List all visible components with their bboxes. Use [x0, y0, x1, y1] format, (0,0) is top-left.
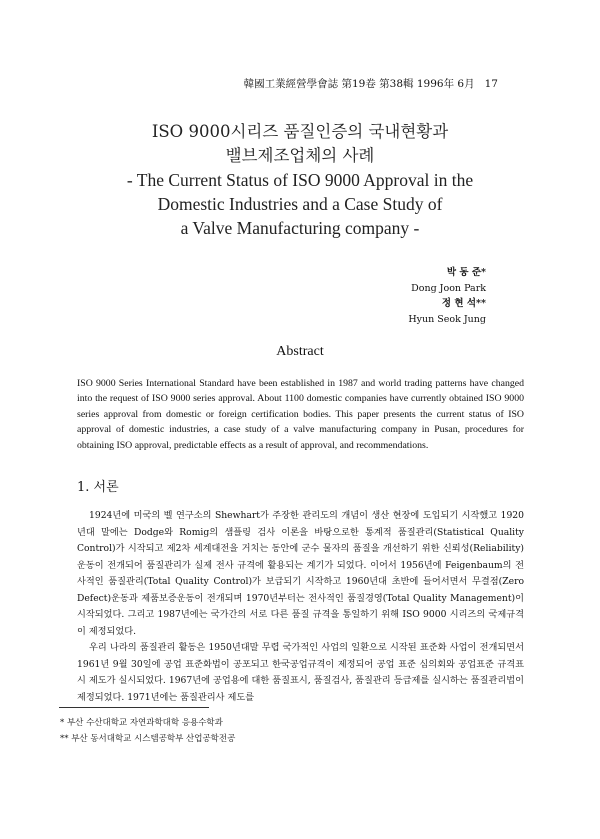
author-1-korean: 박 동 준*: [446, 267, 486, 278]
abstract-heading: Abstract: [276, 344, 324, 359]
body-paragraph-1: 1924년에 미국의 벨 연구소의 Shewhart가 주장한 관리도의 개념이 생산 현장에 도입되기 시작했고 1920년대 말에는 Dodge와 Romig의 샘플링 검사 이론을 바탕으로한 통계적 품질관리(Statistical Quality Control)가 시작되고 제2차 세계대전을 거치는 동안에 군수 물자의 품질을 개선하기 위한 신뢰성(Reliability)운동이 전개되어 품질관리가 실제 전사 규격에 활용되는 계기가 되었다. 이어서 1956년에 Feigenbaum의 전사적인 품질관리(Total Quality Control)가 보급되기 시작하고 1960년대 초반에 들어서면서 무결점(Zero Defect)운동과 제품보증운동이 전개되며 1970년부터는 전사적인 품질경영(Total Quality Management)이 시작되었다. 그리고 1987년에는 국가간의 서로 다른 품질 규격을 통일하기 위해 ISO 9000 시리즈의 국제규격이 제정되었다.: [77, 510, 524, 637]
author-block: [408, 265, 486, 327]
author-1-english: Dong Joon Park: [411, 282, 486, 294]
footnote-divider: [59, 707, 209, 708]
author-2-korean: 정 현 석**: [441, 298, 486, 309]
running-header: [244, 76, 498, 91]
footnote-1: * 부산 수산대학교 자연과학대학 응용수학과: [60, 718, 223, 728]
korean-title-line-1: ISO 9000시리즈 품질인증의 국내현황과: [151, 122, 449, 141]
section-heading: 1. 서론: [77, 480, 119, 495]
korean-title-line-2: 밸브제조업체의 사례: [225, 146, 375, 165]
english-title-line-2: Domestic Industries and a Case Study of: [157, 194, 443, 214]
footnote-2: ** 부산 동서대학교 시스템공학부 산업공학전공: [60, 734, 236, 744]
english-title-line-3: a Valve Manufacturing company -: [180, 218, 420, 238]
journal-citation: 韓國工業經營學會誌 第19卷 第38輯 1996年 6月: [243, 78, 475, 90]
body-text: [77, 508, 524, 706]
author-2-english: Hyun Seok Jung: [408, 313, 486, 325]
english-title-line-1: - The Current Status of ISO 9000 Approval in the: [126, 170, 474, 190]
page-number: 17: [484, 78, 498, 90]
body-paragraph-2: 우리 나라의 품질관리 활동은 1950년대말 무렵 국가적인 사업의 일환으로 시작된 표준화 사업이 전개되면서 1961년 9월 30일에 공업 표준화법이 공포되고 한국공업규격이 제정되어 공업 표준 심의회와 공업표준 규격표시 제도가 실시되었다. 1967년에 공업용에 대한 품질표시, 품질검사, 품질관리 등급제를 실시하는 품질관리법이 제정되었다. 1971년에는 품질관리사 제도를: [77, 642, 524, 703]
abstract-text: ISO 9000 Series International Standard have been established in 1987 and world trading patterns have changed into the request of ISO 9000 series approval. About 1100 domestic companies have currently obtained ISO 9000 series approval from domestic or foreign certification bodies. This paper presents the current status of ISO approval of domestic industries, a case study of a valve manufacturing company in Pusan, procedures for obtaining ISO approval, predictable effects as a result of approval, and recommendations.: [77, 378, 524, 451]
